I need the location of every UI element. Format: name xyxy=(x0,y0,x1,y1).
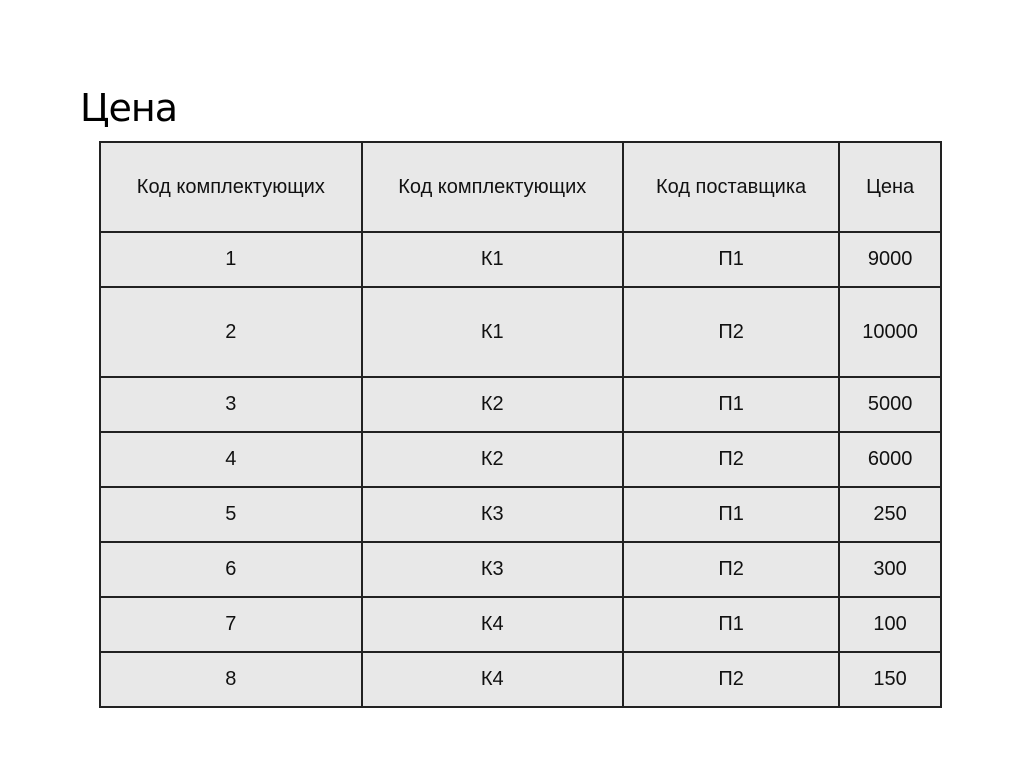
table-cell: 300 xyxy=(839,542,941,597)
table-cell: К4 xyxy=(362,597,623,652)
table-cell: 250 xyxy=(839,487,941,542)
table-cell: П1 xyxy=(623,232,839,287)
table-cell: 3 xyxy=(100,377,362,432)
table-cell: 2 xyxy=(100,287,362,377)
table-row xyxy=(100,597,941,652)
table-cell: К3 xyxy=(362,542,623,597)
table-cell: 8 xyxy=(100,652,362,707)
header-cell: Код поставщика xyxy=(623,142,839,232)
table-cell: К3 xyxy=(362,487,623,542)
table-header-row xyxy=(100,142,941,232)
table-cell: К2 xyxy=(362,377,623,432)
table-cell: 6 xyxy=(100,542,362,597)
table-row xyxy=(100,287,941,377)
table-cell: П2 xyxy=(623,432,839,487)
table-cell: К4 xyxy=(362,652,623,707)
header-cell: Код комплектующих xyxy=(100,142,362,232)
table-cell: П2 xyxy=(623,542,839,597)
table-row xyxy=(100,377,941,432)
table-cell: П1 xyxy=(623,487,839,542)
table-cell: К1 xyxy=(362,232,623,287)
table-cell: К1 xyxy=(362,287,623,377)
table-cell: 10000 xyxy=(839,287,941,377)
table-cell: П1 xyxy=(623,597,839,652)
table-row xyxy=(100,487,941,542)
table-row xyxy=(100,232,941,287)
table-cell: 7 xyxy=(100,597,362,652)
price-table xyxy=(99,141,942,708)
table-cell: 1 xyxy=(100,232,362,287)
table-cell: 100 xyxy=(839,597,941,652)
table-cell: П1 xyxy=(623,377,839,432)
table-row xyxy=(100,432,941,487)
table-cell: 150 xyxy=(839,652,941,707)
header-cell: Код комплектующих xyxy=(362,142,623,232)
table-cell: К2 xyxy=(362,432,623,487)
table-cell: 9000 xyxy=(839,232,941,287)
table-cell: П2 xyxy=(623,652,839,707)
slide-title: Цена xyxy=(80,86,178,130)
table-cell: П2 xyxy=(623,287,839,377)
table-cell: 6000 xyxy=(839,432,941,487)
table-cell: 5 xyxy=(100,487,362,542)
table-cell: 5000 xyxy=(839,377,941,432)
table-row xyxy=(100,652,941,707)
table-cell: 4 xyxy=(100,432,362,487)
table-row xyxy=(100,542,941,597)
header-cell: Цена xyxy=(839,142,941,232)
